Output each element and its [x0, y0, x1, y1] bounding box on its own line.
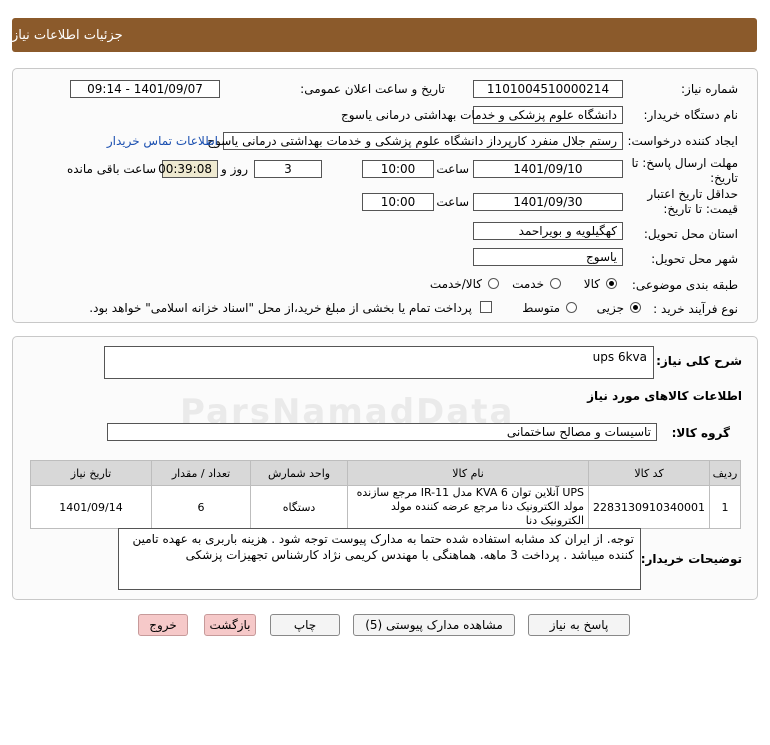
back-button[interactable]: بازگشت — [204, 614, 256, 636]
cell-code: 2283130910340001 — [589, 486, 710, 529]
description-field: ups 6kva — [104, 346, 654, 379]
deadline-date-field: 1401/09/10 — [473, 160, 623, 178]
goods-group-field: تاسیسات و مصالح ساختمانی — [107, 423, 657, 441]
buyer-org-field: دانشگاه علوم پزشکی و خدمات بهداشتی درمانی یاسوج — [473, 106, 623, 124]
deadline-time-field: 10:00 — [362, 160, 434, 178]
category-radio-goods[interactable] — [606, 278, 617, 289]
deadline-label-date: تاریخ: — [710, 171, 738, 185]
page-title: جزئیات اطلاعات نیاز — [12, 27, 123, 43]
print-button[interactable]: چاپ — [270, 614, 340, 636]
deadline-label: مهلت ارسال پاسخ: تا — [631, 156, 738, 170]
buyer-contact-link[interactable]: اطلاعات تماس خریدار — [106, 134, 218, 148]
buyer-org-label: نام دستگاه خریدار: — [643, 108, 738, 122]
col-code: کد کالا — [589, 461, 710, 486]
items-table — [30, 460, 741, 529]
col-name: نام کالا — [348, 461, 589, 486]
category-option-service: خدمت — [512, 277, 544, 291]
description-label: شرح کلی نیاز: — [656, 354, 742, 368]
col-qty: تعداد / مقدار — [152, 461, 251, 486]
cell-unit: دستگاه — [251, 486, 348, 529]
deadline-time-label: ساعت — [436, 162, 469, 176]
reply-button[interactable]: پاسخ به نیاز — [528, 614, 630, 636]
announce-field: 1401/09/07 - 09:14 — [70, 80, 220, 98]
province-field: کهگیلویه و بویراحمد — [473, 222, 623, 240]
validity-time-label: ساعت — [436, 195, 469, 209]
process-radio-minor[interactable] — [630, 302, 641, 313]
days-remaining-field: 3 — [254, 160, 322, 178]
announce-label: تاریخ و ساعت اعلان عمومی: — [300, 82, 445, 96]
validity-label-date: قیمت: تا تاریخ: — [663, 202, 738, 216]
process-option-medium: متوسط — [522, 301, 560, 315]
requester-label: ایجاد کننده درخواست: — [627, 134, 738, 148]
validity-date-field: 1401/09/30 — [473, 193, 623, 211]
city-label: شهر محل تحویل: — [651, 252, 738, 266]
validity-time-field: 10:00 — [362, 193, 434, 211]
category-radio-goods-service[interactable] — [488, 278, 499, 289]
exit-button[interactable]: خروج — [138, 614, 188, 636]
category-radio-service[interactable] — [550, 278, 561, 289]
cell-name: UPS آنلاین توان KVA 6 مدل IR-11 مرجع سازنده مولد الکترونیک دنا مرجع عرضه کننده مولد الکترونیک دنا — [348, 486, 589, 529]
items-section-title: اطلاعات کالاهای مورد نیاز — [587, 389, 742, 403]
validity-label: حداقل تاریخ اعتبار — [647, 187, 738, 201]
table-header-row — [31, 461, 741, 486]
days-label: روز و — [221, 162, 248, 176]
buyer-notes-field: توجه. از ایران کد مشابه استفاده شده حتما به مدارک پیوست توجه شود . هزینه باربری به عهده تامین کننده میباشد . پرداخت 3 ماهه. هماهنگی با مهندس کریمی نژاد کارشناس تجهیزات پزشکی — [118, 528, 641, 590]
city-field: یاسوج — [473, 248, 623, 266]
table-row — [31, 486, 741, 529]
cell-qty: 6 — [152, 486, 251, 529]
need-number-label: شماره نیاز: — [681, 82, 738, 96]
treasury-payment-checkbox[interactable] — [480, 301, 492, 313]
process-radio-medium[interactable] — [566, 302, 577, 313]
cell-row: 1 — [710, 486, 741, 529]
category-label: طبقه بندی موضوعی: — [631, 278, 738, 292]
treasury-payment-note: پرداخت تمام یا بخشی از مبلغ خرید،از محل "اسناد خزانه اسلامی" خواهد بود. — [89, 301, 472, 315]
buyer-notes-label: توضیحات خریدار: — [640, 552, 742, 566]
remaining-time-label: ساعت باقی مانده — [66, 162, 156, 176]
col-row: ردیف — [710, 461, 741, 486]
page-header — [12, 18, 757, 52]
cell-date: 1401/09/14 — [31, 486, 152, 529]
process-option-minor: جزیی — [596, 301, 624, 315]
province-label: استان محل تحویل: — [643, 227, 738, 241]
col-date: تاریخ نیاز — [31, 461, 152, 486]
need-number-field: 1101004510000214 — [473, 80, 623, 98]
view-attachments-button[interactable]: مشاهده مدارک پیوستی (5) — [353, 614, 515, 636]
goods-group-label: گروه کالا: — [671, 426, 730, 440]
category-option-goods-service: کالا/خدمت — [429, 277, 482, 291]
requester-field: رستم جلال منفرد کارپرداز دانشگاه علوم پزشکی و خدمات بهداشتی درمانی یاسوج — [223, 132, 623, 150]
category-option-goods: کالا — [583, 277, 600, 291]
process-label: نوع فرآیند خرید : — [653, 302, 738, 316]
col-unit: واحد شمارش — [251, 461, 348, 486]
remaining-time-field: 00:39:08 — [162, 160, 218, 178]
